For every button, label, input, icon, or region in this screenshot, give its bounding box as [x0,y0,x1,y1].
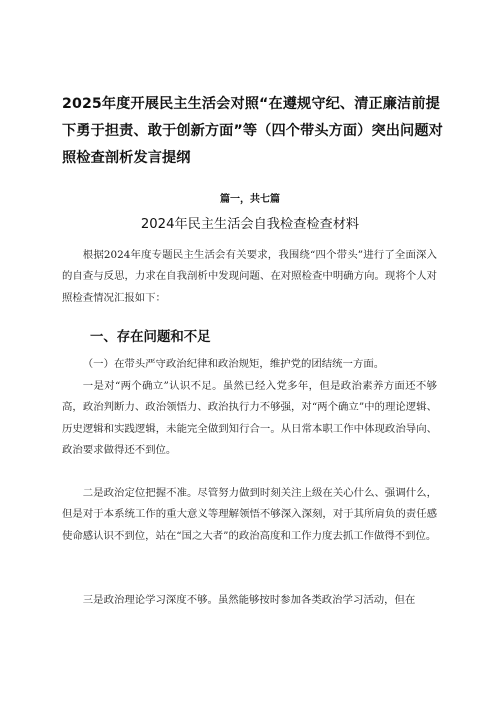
sub-heading: （一）在带头严守政治纪律和政治规矩，维护党的团结统一方面。 [82,358,385,370]
paragraph-3: 三是政治理论学习深度不够。虽然能够按时参加各类政治学习活动，但在 [82,594,416,606]
article-title: 2024年民主生活会自我检查检查材料 [140,217,360,232]
section-label: 篇一，共七篇 [220,194,280,205]
paragraph-1: 一是对“两个确立”认识不足。虽然已经入党多年，但是政治素养方面还不够高，政治判断力、政治领悟力、政治执行力不够强，对“两个确立”中的理论逻辑、历史逻辑和实践逻辑，未能完全做到知行合一。从日常本职工作中体现政治导向、政治要求做得还不到位。 [62,380,437,456]
intro-paragraph: 根据2024年度专题民主生活会有关要求，我围绕“四个带头”进行了全面深入的自查与反思，力求在自我剖析中发现问题、在对照检查中明确方向。现将个人对照检查情况汇报如下： [62,249,437,304]
paragraph-2: 二是政治定位把握不准。尽管努力做到时刻关注上级在关心什么、强调什么，但是对于本系统工作的重大意义等理解领悟不够深入深刻，对于其所肩负的责任感使命感认识不到位，站在“国之大者”的政治高度和工作力度去抓工作做得不到位。 [62,487,437,542]
section-heading: 一、存在问题和不足 [90,330,211,345]
document-title: 2025年度开展民主生活会对照“在遵规守纪、清正廉洁前提下勇于担责、敢于创新方面”等（四个带头方面）突出问题对照检查剖析发言提纲 [62,96,443,166]
